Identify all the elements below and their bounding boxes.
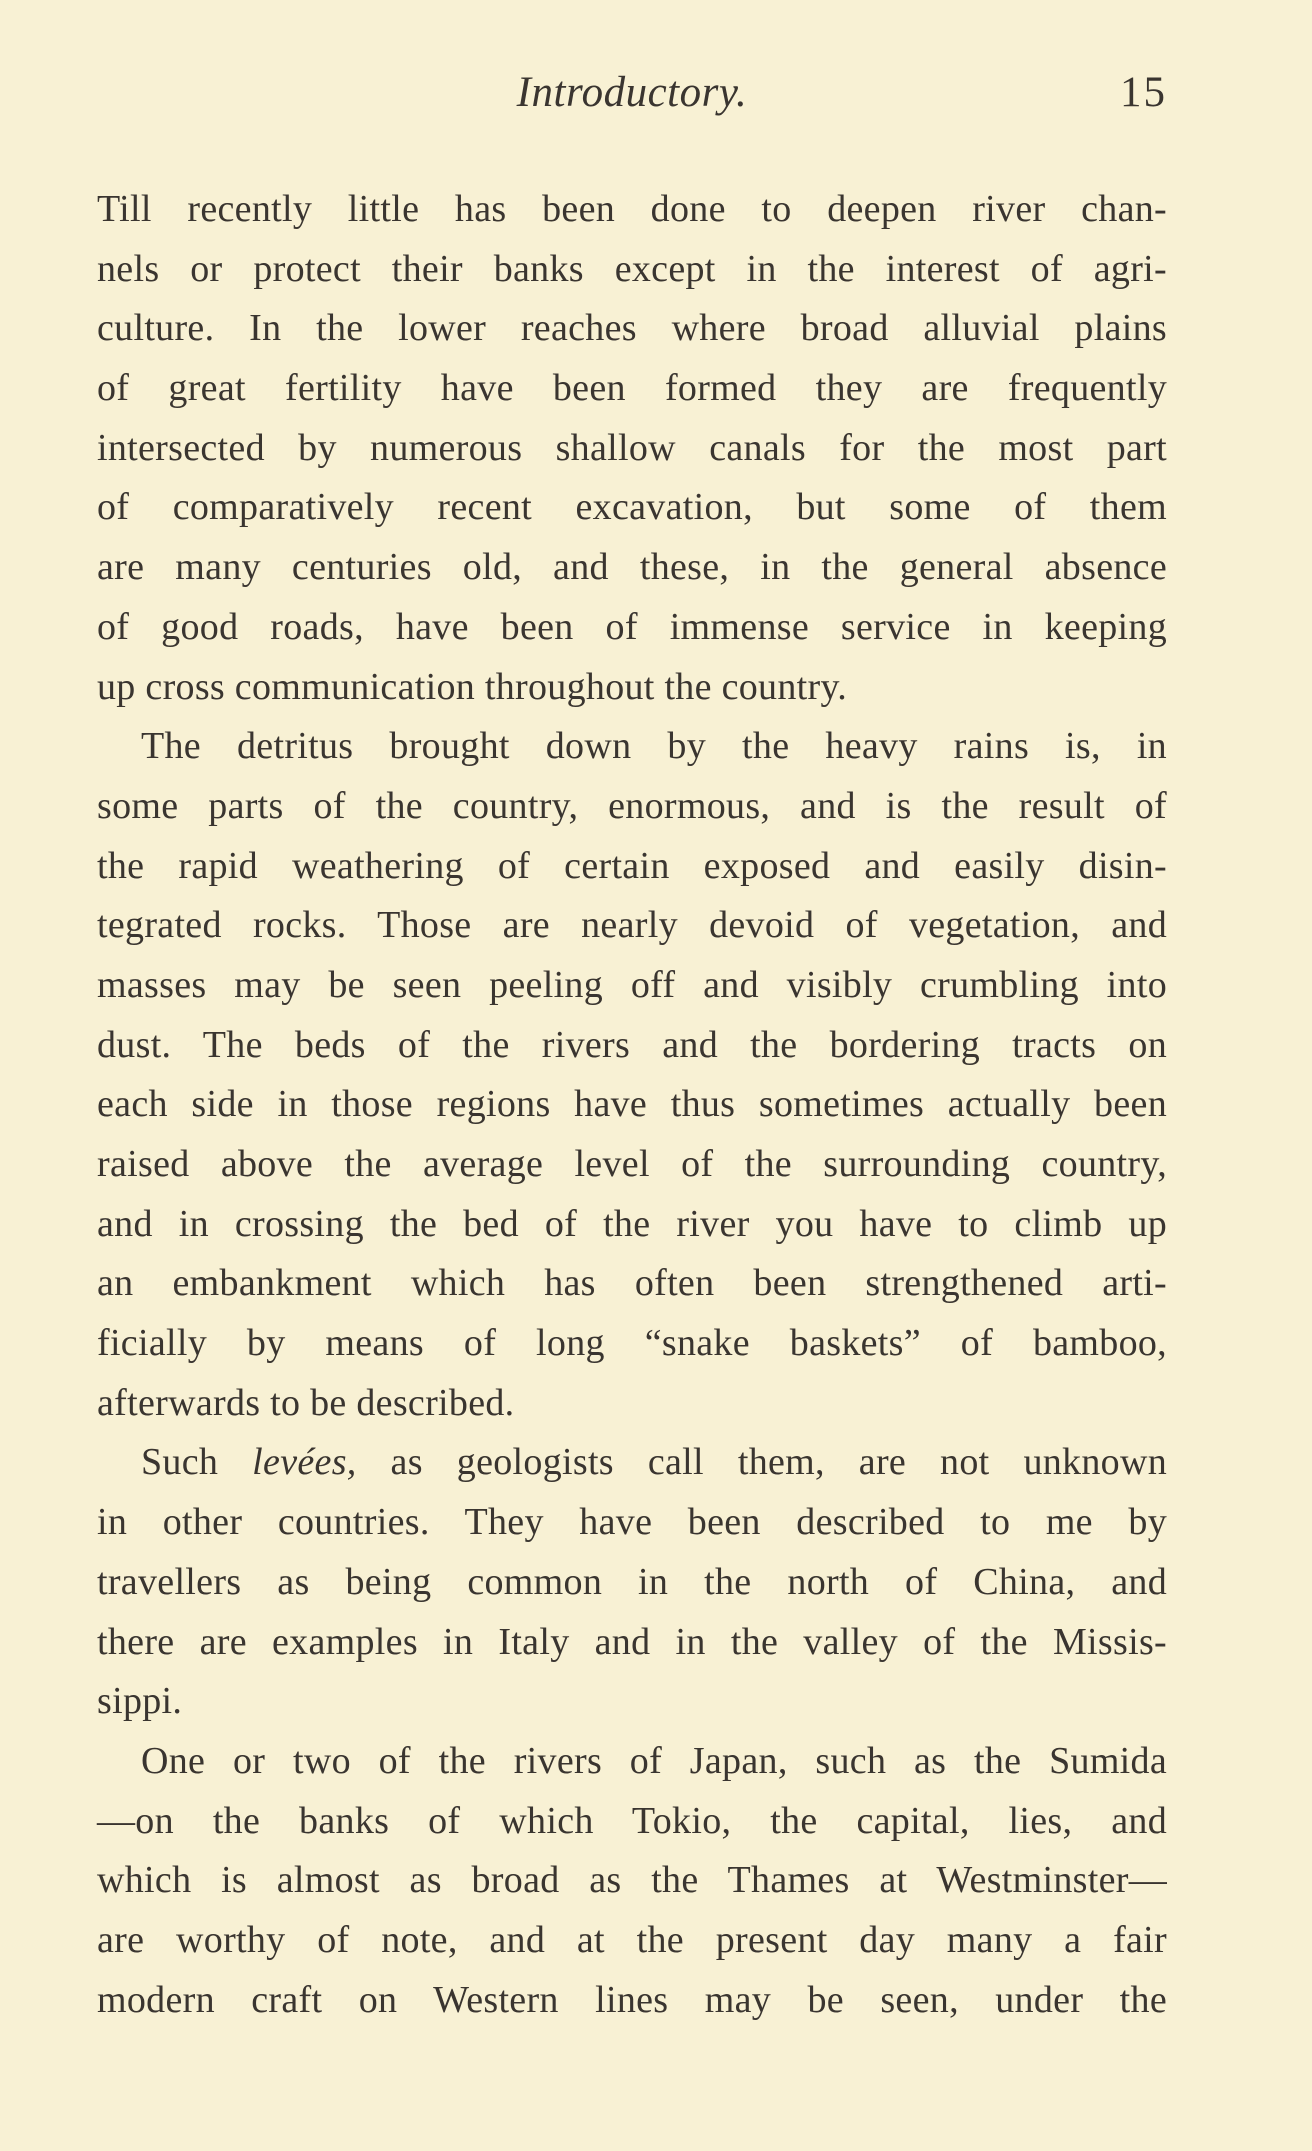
text-line bbox=[97, 1433, 1167, 1493]
text-line: the rapid weathering of certain exposed and easily disin- bbox=[97, 844, 1167, 887]
text-line: up cross communication throughout the country. bbox=[97, 665, 848, 708]
text-segment: Such bbox=[141, 1441, 253, 1484]
text-line: of good roads, have been of immense service in keeping bbox=[97, 605, 1167, 648]
text-line: Till recently little has been done to deepen river chan- bbox=[97, 188, 1167, 230]
page-number: 15 bbox=[1120, 69, 1167, 116]
text-line: culture. In the lower reaches where broad alluvial plains bbox=[97, 307, 1167, 350]
text-line: masses may be seen peeling off and visibly crumbling into bbox=[97, 963, 1167, 1006]
italic-term: levées, bbox=[252, 1441, 357, 1484]
text-line: afterwards to be described. bbox=[97, 1381, 515, 1424]
text-line: ficially by means of long “snake baskets” of bamboo, bbox=[97, 1322, 1167, 1365]
text-line: of comparatively recent excavation, but some of them bbox=[97, 486, 1167, 529]
text-line: each side in those regions have thus sometimes actually been bbox=[97, 1083, 1167, 1126]
text-line: and in crossing the bed of the river you have to climb up bbox=[97, 1202, 1167, 1245]
text-line: an embankment which has often been strengthened arti- bbox=[97, 1262, 1167, 1305]
text-line: there are examples in Italy and in the valley of the Missis- bbox=[97, 1620, 1167, 1663]
text-line: in other countries. They have been described to me by bbox=[97, 1501, 1167, 1544]
text-line: which is almost as broad as the Thames at Westminster— bbox=[97, 1859, 1167, 1902]
text-line: raised above the average level of the surrounding country, bbox=[97, 1143, 1167, 1185]
text-line: are many centuries old, and these, in the general absence bbox=[97, 546, 1167, 589]
body-text bbox=[97, 180, 1167, 2030]
text-line: intersected by numerous shallow canals for the most part bbox=[97, 426, 1167, 469]
running-title: Introductory. bbox=[516, 69, 748, 116]
running-head bbox=[97, 68, 1167, 118]
text-line: tegrated rocks. Those are nearly devoid of vegetation, and bbox=[97, 904, 1167, 947]
text-line: of great fertility have been formed they are frequently bbox=[97, 367, 1167, 410]
text-line: some parts of the country, enormous, and is the result of bbox=[97, 784, 1167, 827]
text-segment: as geologists call them, are not unknown bbox=[356, 1441, 1167, 1484]
text-line: are worthy of note, and at the present day many a fair bbox=[97, 1918, 1167, 1961]
text-line: sippi. bbox=[97, 1680, 183, 1723]
text-line: nels or protect their banks except in the interest of agri- bbox=[97, 247, 1167, 290]
text-line: One or two of the rivers of Japan, such as the Sumida bbox=[141, 1739, 1167, 1782]
text-line: —on the banks of which Tokio, the capital, lies, and bbox=[97, 1799, 1167, 1842]
text-line: dust. The beds of the rivers and the bordering tracts on bbox=[97, 1023, 1167, 1066]
text-line: The detritus brought down by the heavy rains is, in bbox=[141, 725, 1167, 768]
text-line: modern craft on Western lines may be seen, under the bbox=[97, 1978, 1167, 2021]
text-line: travellers as being common in the north of China, and bbox=[97, 1560, 1167, 1603]
